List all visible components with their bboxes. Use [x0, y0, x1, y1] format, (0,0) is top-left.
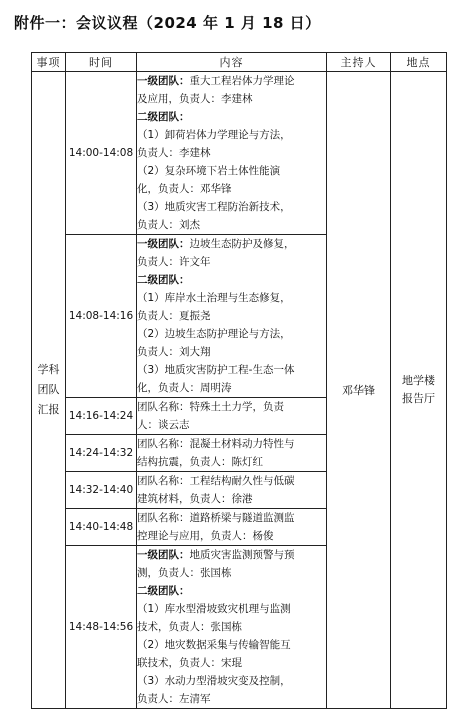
- content-text: 建筑材料，负责人：徐港: [137, 493, 253, 505]
- content-line: [137, 72, 326, 90]
- content-line: [137, 271, 326, 289]
- content-line: [137, 253, 326, 271]
- content-line: [137, 582, 326, 600]
- content-line: [137, 379, 326, 397]
- header-place: 地点: [391, 53, 447, 72]
- place-cell: [391, 72, 447, 709]
- content-line: [137, 509, 326, 527]
- content-text: （1）库水型滑坡致灾机理与监测: [137, 603, 291, 615]
- content-cell: [137, 546, 327, 709]
- content-line: [137, 216, 326, 234]
- content-line: [137, 307, 326, 325]
- content-line: [137, 672, 326, 690]
- content-text: 地质灾害监测预警与预: [189, 549, 295, 561]
- content-text: （2）边坡生态防护理论与方法，: [137, 328, 291, 340]
- header-item: 事项: [32, 53, 66, 72]
- team-level-label: 二级团队：: [137, 111, 190, 123]
- content-text: （1）卸荷岩体力学理论与方法，: [137, 129, 291, 141]
- content-line: [137, 289, 326, 307]
- time-cell: 14:48-14:56: [66, 546, 137, 709]
- content-line: [137, 361, 326, 379]
- content-line: [137, 564, 326, 582]
- content-text: 重大工程岩体力学理论: [189, 75, 295, 87]
- table-header-row: [32, 53, 447, 72]
- header-host: 主持人: [327, 53, 391, 72]
- content-line: [137, 654, 326, 672]
- content-line: [137, 108, 326, 126]
- content-line: [137, 235, 326, 253]
- content-line: [137, 546, 326, 564]
- time-cell: 14:08-14:16: [66, 235, 137, 398]
- content-line: [137, 162, 326, 180]
- place-label: 地学楼: [402, 374, 435, 387]
- content-cell: [137, 509, 327, 546]
- content-line: [137, 618, 326, 636]
- content-cell: [137, 235, 327, 398]
- content-text: （1）库岸水土治理与生态修复，: [137, 292, 291, 304]
- content-line: [137, 527, 326, 545]
- team-level-label: 二级团队：: [137, 274, 190, 286]
- content-line: [137, 126, 326, 144]
- content-text: 化，负责人：周明涛: [137, 382, 232, 394]
- content-line: [137, 435, 326, 453]
- content-text: 负责人：许文年: [137, 256, 211, 268]
- content-line: [137, 416, 326, 434]
- page-title: 附件一：会议议程（2024 年 1 月 18 日）: [14, 14, 321, 32]
- time-cell: 14:00-14:08: [66, 72, 137, 235]
- content-line: [137, 472, 326, 490]
- time-cell: 14:40-14:48: [66, 509, 137, 546]
- content-text: （3）地质灾害工程防治新技术，: [137, 201, 291, 213]
- content-text: 负责人：刘大翔: [137, 346, 211, 358]
- table-row: [32, 72, 447, 235]
- content-line: [137, 180, 326, 198]
- team-level-label: 二级团队：: [137, 585, 190, 597]
- content-line: [137, 325, 326, 343]
- item-label: 汇报: [37, 403, 60, 416]
- content-text: 团队名称：工程结构耐久性与低碳: [137, 475, 295, 487]
- content-text: （2）复杂环境下岩土体性能演: [137, 165, 281, 177]
- content-text: 团队名称：特殊土土力学，负责: [137, 401, 284, 413]
- agenda-table: [31, 52, 447, 709]
- content-line: [137, 398, 326, 416]
- content-text: 化，负责人：邓华锋: [137, 183, 232, 195]
- host-cell: 邓华锋: [327, 72, 391, 709]
- content-text: 及应用，负责人：李建林: [137, 93, 253, 105]
- content-text: 边坡生态防护及修复，: [189, 238, 295, 250]
- content-text: （2）地灾数据采集与传输智能互: [137, 639, 291, 651]
- content-text: 人：谈云志: [137, 419, 190, 431]
- content-line: [137, 90, 326, 108]
- content-line: [137, 600, 326, 618]
- place-label: 报告厅: [402, 392, 435, 405]
- content-text: （3）水动力型滑坡灾变及控制，: [137, 675, 291, 687]
- content-text: 技术，负责人：张国栋: [137, 621, 242, 633]
- content-cell: [137, 398, 327, 435]
- content-text: 负责人：刘杰: [137, 219, 200, 231]
- content-line: [137, 144, 326, 162]
- content-cell: [137, 435, 327, 472]
- content-text: 负责人：李建林: [137, 147, 211, 159]
- item-label: 学科: [37, 363, 60, 376]
- header-time: 时间: [66, 53, 137, 72]
- content-text: 负责人：左清军: [137, 693, 211, 705]
- content-text: 负责人：夏振尧: [137, 310, 211, 322]
- item-label: 团队: [37, 383, 60, 396]
- content-line: [137, 198, 326, 216]
- content-text: 控理论与应用，负责人：杨俊: [137, 530, 274, 542]
- time-cell: 14:16-14:24: [66, 398, 137, 435]
- content-line: [137, 453, 326, 471]
- content-cell: [137, 472, 327, 509]
- content-line: [137, 490, 326, 508]
- content-text: 测，负责人：张国栋: [137, 567, 232, 579]
- team-level-label: 一级团队：: [137, 549, 190, 561]
- time-cell: 14:24-14:32: [66, 435, 137, 472]
- content-text: 结构抗震，负责人：陈灯红: [137, 456, 263, 468]
- team-level-label: 一级团队：: [137, 238, 190, 250]
- content-cell: [137, 72, 327, 235]
- content-line: [137, 690, 326, 708]
- header-content: 内容: [137, 53, 327, 72]
- content-line: [137, 636, 326, 654]
- content-text: 团队名称：混凝土材料动力特性与: [137, 438, 295, 450]
- team-level-label: 一级团队：: [137, 75, 190, 87]
- content-text: 联技术，负责人：宋琨: [137, 657, 242, 669]
- content-text: 团队名称：道路桥梁与隧道监测监: [137, 512, 295, 524]
- content-line: [137, 343, 326, 361]
- item-cell: [32, 72, 66, 709]
- time-cell: 14:32-14:40: [66, 472, 137, 509]
- content-text: （3）地质灾害防护工程-生态一体: [137, 364, 295, 376]
